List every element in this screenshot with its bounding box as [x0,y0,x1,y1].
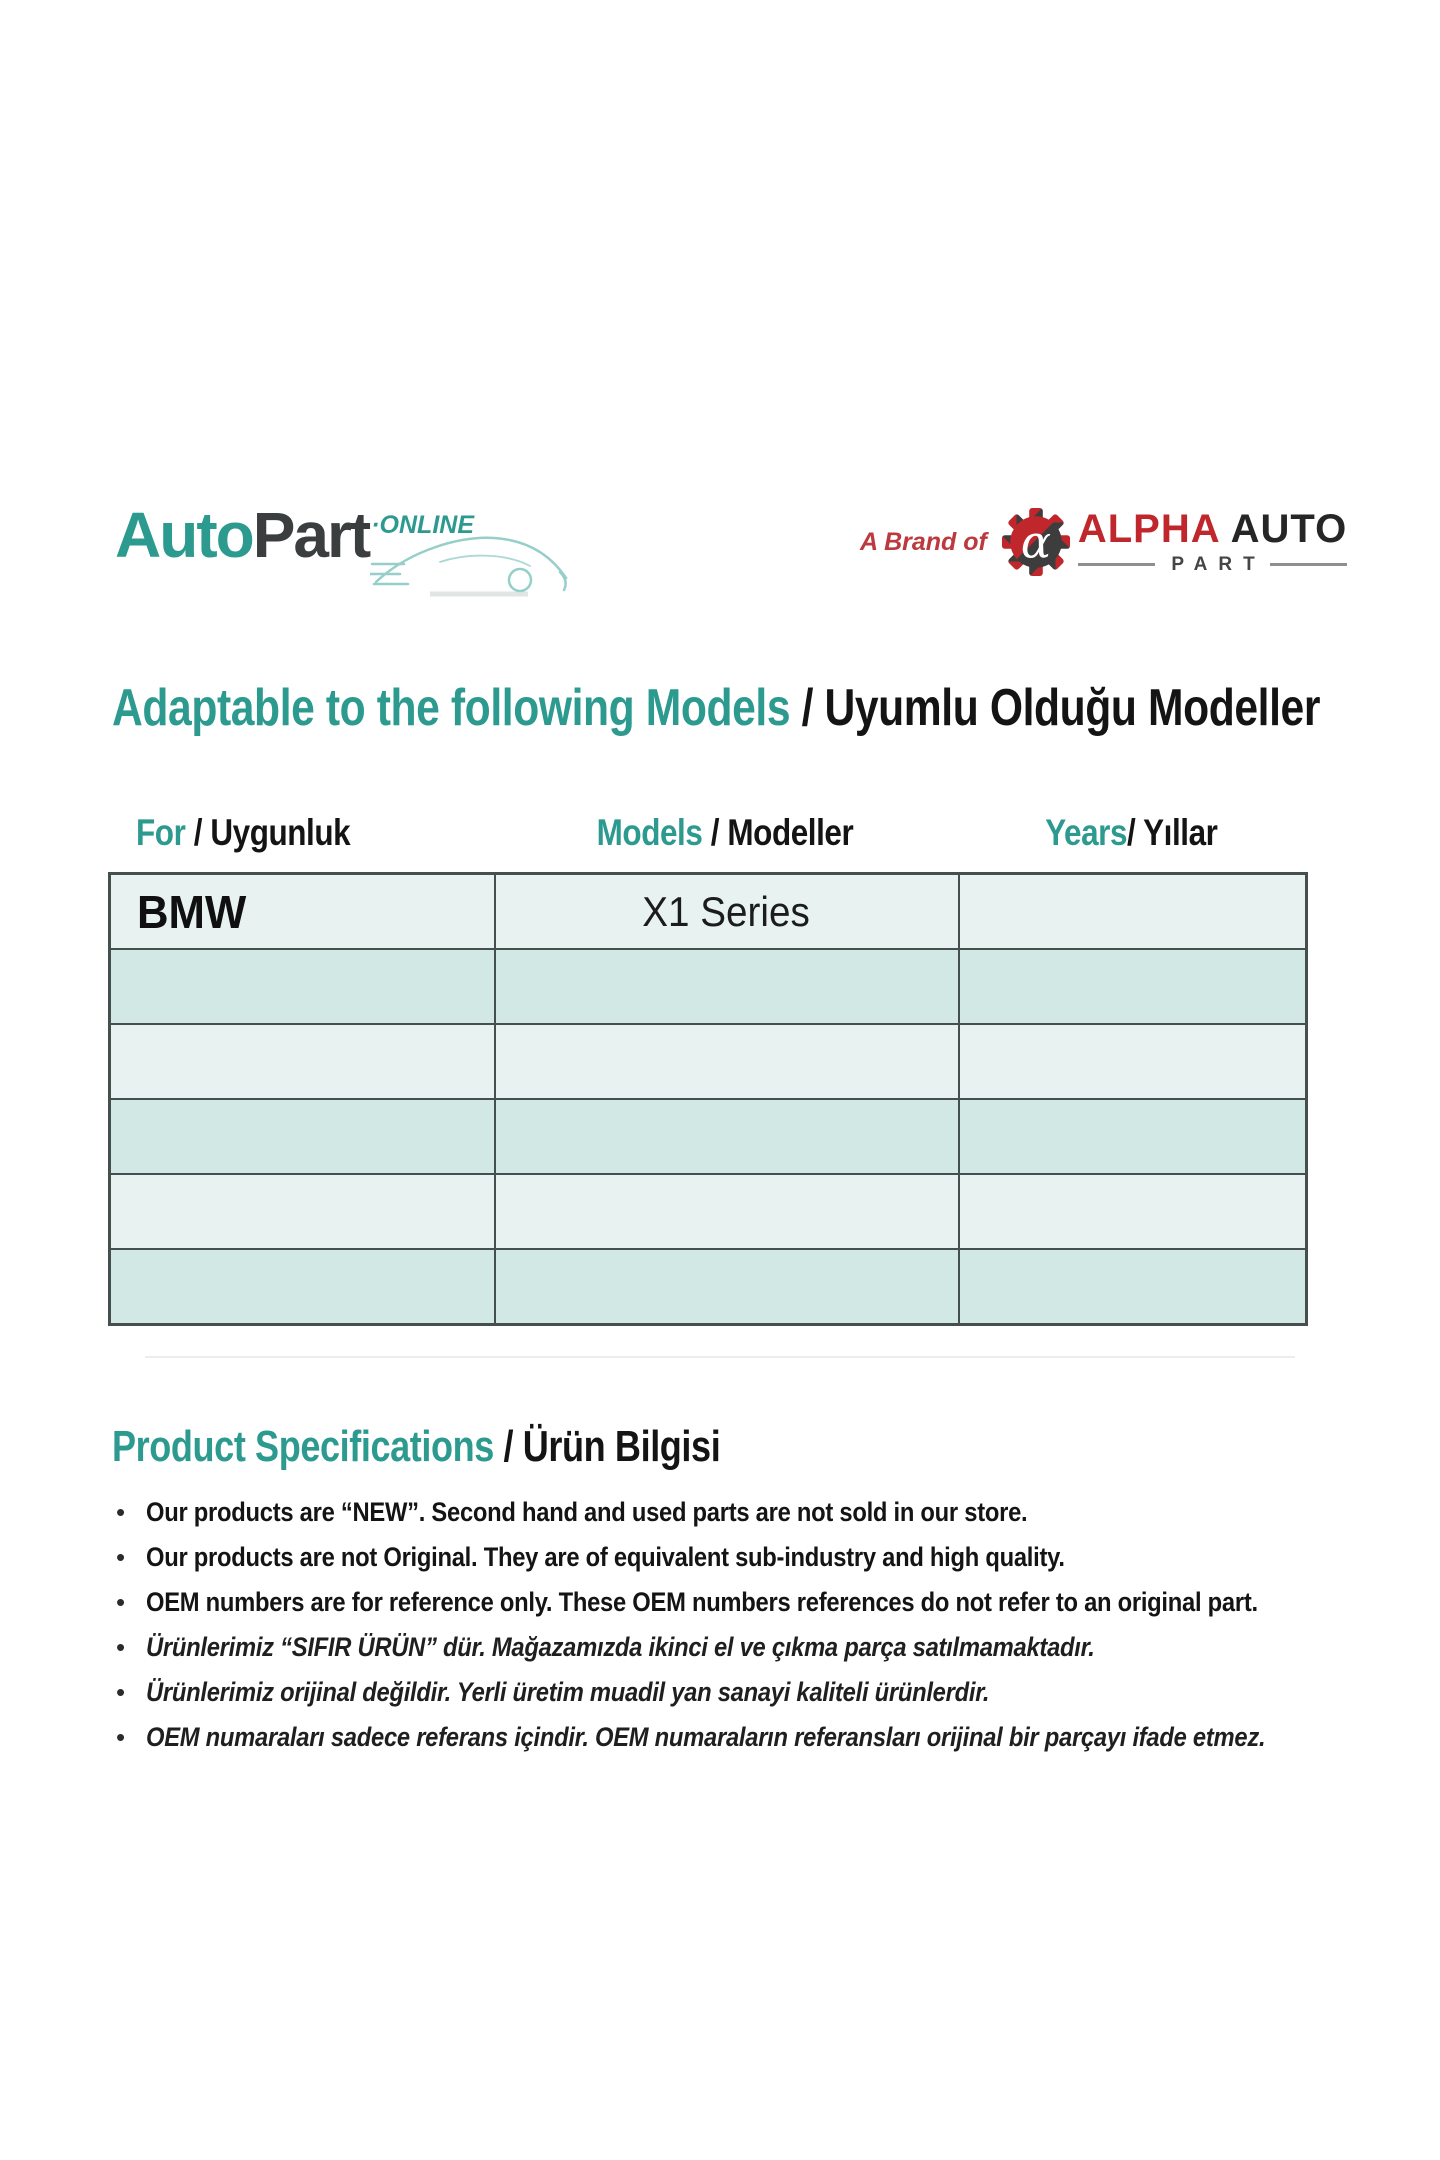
wordmark-auto: AUTO [1230,506,1348,551]
table-cell [110,1249,495,1325]
spec-bullet-tr: • OEM numaraları sadece referans içindir. OEM numaraların referansları orijinal bir parçayı ifade etmez. [112,1717,1412,1762]
alpha-auto-logo [860,502,1347,582]
header-years-sep: / [1126,812,1143,853]
header-for-sep: / [185,812,211,853]
header-years-en: Years [1044,812,1127,853]
car-sketch-icon [370,522,570,600]
table-cell [110,1099,495,1174]
table-cell [959,1174,1307,1249]
table-cell [495,1024,959,1099]
specs-section-title [112,1423,854,1471]
specs-title-tr: Ürün Bilgisi [522,1422,721,1471]
table-cell [959,1249,1307,1325]
logo-text-online: ·ONLINE [371,511,474,539]
spec-bullet-tr: • Ürünlerimiz “SIFIR ÜRÜN” dür. Mağazamızda ikinci el ve çıkma parça satılmamaktadır. [112,1627,1412,1672]
spec-bullet-en: • Our products are “NEW”. Second hand and used parts are not sold in our store. [112,1492,1412,1537]
spec-bullet-en: • OEM numbers are for reference only. These OEM numbers references do not refer to an original part. [112,1582,1412,1627]
table-row [110,949,1307,1024]
table-cell [110,1024,495,1099]
right-rule [1270,563,1348,566]
header-models-sep: / [702,812,728,853]
specs-title-en: Product Specifications [112,1422,494,1471]
wordmark-alpha: ALPHA [1077,506,1221,551]
table-cell [110,1174,495,1249]
table-cell [959,949,1307,1024]
table-row [110,1024,1307,1099]
alpha-symbol: α [1020,515,1051,569]
part-label-row [1078,554,1347,576]
table-cell-brand: BMW [110,874,495,950]
logo-text-auto: Auto [115,499,253,571]
autopart-logo [115,498,585,608]
table-cell [495,1249,959,1325]
alpha-auto-wordmark [1077,506,1348,576]
table-column-headers [108,812,1305,855]
table-cell [959,1099,1307,1174]
table-row [110,1249,1307,1325]
table-row [110,1099,1307,1174]
specs-title-sep: / [493,1422,523,1471]
table-cell [495,1174,959,1249]
table-cell-years [959,874,1307,950]
table-cell [959,1024,1307,1099]
table-cell [495,949,959,1024]
header-models-en: Models [596,812,703,853]
table-cell [495,1099,959,1174]
table-row [110,874,1307,950]
spec-bullet-en: • Our products are not Original. They are of equivalent sub-industry and high quality. [112,1537,1412,1582]
models-title-en: Adaptable to the following Models [112,679,791,737]
spec-bullet-list [112,1492,1412,1762]
table-cell [110,949,495,1024]
table-shadow-line [145,1356,1295,1358]
left-rule [1078,563,1156,566]
header-models-tr: Modeller [727,812,854,853]
part-label: PART [1171,553,1266,575]
column-header-for [108,812,493,855]
column-header-years [957,812,1305,855]
logo-text-part: Part [252,499,370,571]
header-for-en: For [136,812,186,853]
brand-of-label: A Brand of [860,527,987,556]
header-for-tr: Uygunluk [210,812,351,853]
column-header-models [493,812,957,855]
models-section-title [112,680,1440,737]
table-cell-model: X1 Series [495,874,959,950]
models-title-tr: Uyumlu Olduğu Modeller [824,679,1321,737]
gear-icon [1001,506,1071,578]
spec-bullet-tr: • Ürünlerimiz orijinal değildir. Yerli üretim muadil yan sanayi kaliteli ürünlerdir. [112,1672,1412,1717]
models-table [108,872,1308,1326]
table-row [110,1174,1307,1249]
header-years-tr: Yıllar [1142,812,1218,853]
models-title-sep: / [790,679,825,737]
